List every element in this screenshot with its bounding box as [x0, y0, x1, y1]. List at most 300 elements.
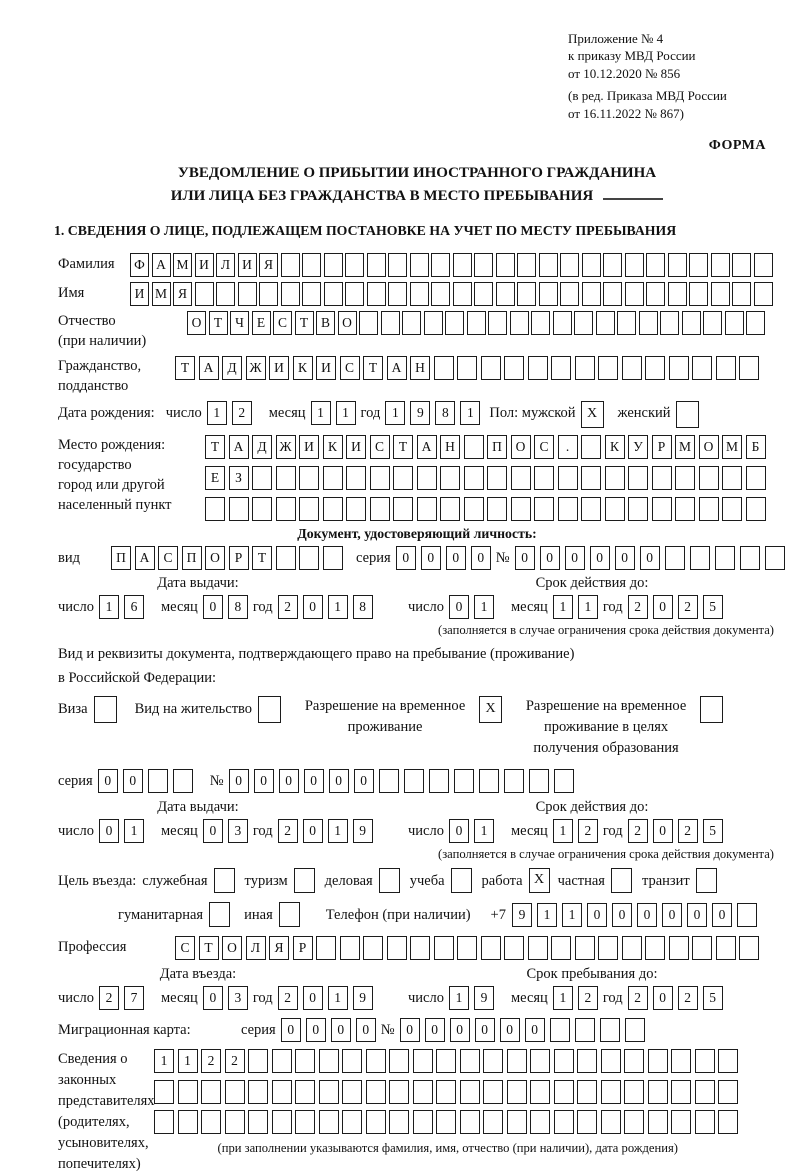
char-cell[interactable]: Д	[222, 356, 242, 380]
char-cell[interactable]	[718, 1080, 738, 1104]
char-cell[interactable]: У	[628, 435, 648, 459]
char-cell[interactable]: И	[299, 435, 319, 459]
char-cell[interactable]	[366, 1049, 386, 1073]
char-cell[interactable]	[624, 1049, 644, 1073]
char-cell[interactable]: П	[487, 435, 507, 459]
char-cell[interactable]: 0	[446, 546, 466, 570]
char-cell[interactable]: 0	[279, 769, 299, 793]
char-cell[interactable]	[366, 1110, 386, 1134]
char-cell[interactable]	[148, 769, 168, 793]
char-cell[interactable]	[388, 282, 407, 306]
char-cell[interactable]: О	[222, 936, 242, 960]
char-cell[interactable]	[575, 1018, 595, 1042]
char-cell[interactable]: А	[417, 435, 437, 459]
char-cell[interactable]: О	[338, 311, 357, 335]
char-cell[interactable]: К	[605, 435, 625, 459]
char-cell[interactable]	[601, 1080, 621, 1104]
char-cell[interactable]: Я	[259, 253, 278, 277]
char-cell[interactable]: Т	[393, 435, 413, 459]
char-cell[interactable]: Т	[209, 311, 228, 335]
char-cell[interactable]: 0	[565, 546, 585, 570]
char-cell[interactable]	[716, 356, 736, 380]
char-cell[interactable]	[746, 466, 766, 490]
char-cell[interactable]	[722, 466, 742, 490]
char-cell[interactable]	[740, 546, 760, 570]
char-cell[interactable]	[295, 1110, 315, 1134]
char-cell[interactable]	[389, 1049, 409, 1073]
char-cell[interactable]: 0	[425, 1018, 445, 1042]
char-cell[interactable]	[671, 1080, 691, 1104]
char-cell[interactable]	[259, 282, 278, 306]
char-cell[interactable]	[295, 1080, 315, 1104]
char-cell[interactable]	[248, 1080, 268, 1104]
char-cell[interactable]	[281, 253, 300, 277]
char-cell[interactable]	[558, 497, 578, 521]
char-cell[interactable]: 8	[228, 595, 248, 619]
char-cell[interactable]	[436, 1049, 456, 1073]
char-cell[interactable]	[754, 282, 773, 306]
char-cell[interactable]	[272, 1110, 292, 1134]
char-cell[interactable]	[511, 497, 531, 521]
char-cell[interactable]: 1	[311, 401, 331, 425]
char-cell[interactable]	[530, 1080, 550, 1104]
char-cell[interactable]	[323, 497, 343, 521]
char-cell[interactable]: 0	[400, 1018, 420, 1042]
char-cell[interactable]	[366, 1080, 386, 1104]
char-cell[interactable]	[671, 1110, 691, 1134]
char-cell[interactable]	[252, 497, 272, 521]
char-cell[interactable]: 0	[687, 903, 707, 927]
char-cell[interactable]: 0	[303, 595, 323, 619]
char-cell[interactable]: 1	[474, 819, 494, 843]
char-cell[interactable]	[201, 1080, 221, 1104]
char-cell[interactable]: 0	[331, 1018, 351, 1042]
char-cell[interactable]: 0	[615, 546, 635, 570]
checkbox-purpose-private[interactable]	[611, 868, 632, 893]
char-cell[interactable]: С	[273, 311, 292, 335]
char-cell[interactable]	[765, 546, 785, 570]
char-cell[interactable]	[429, 769, 449, 793]
char-cell[interactable]	[440, 466, 460, 490]
char-cell[interactable]	[487, 497, 507, 521]
char-cell[interactable]	[603, 282, 622, 306]
char-cell[interactable]	[272, 1080, 292, 1104]
char-cell[interactable]: 1	[553, 819, 573, 843]
char-cell[interactable]: Я	[173, 282, 192, 306]
char-cell[interactable]	[581, 466, 601, 490]
char-cell[interactable]	[732, 253, 751, 277]
char-cell[interactable]	[504, 936, 524, 960]
char-cell[interactable]	[404, 769, 424, 793]
char-cell[interactable]	[577, 1049, 597, 1073]
char-cell[interactable]	[675, 497, 695, 521]
char-cell[interactable]	[229, 497, 249, 521]
char-cell[interactable]: 0	[540, 546, 560, 570]
char-cell[interactable]	[528, 936, 548, 960]
char-cell[interactable]: А	[152, 253, 171, 277]
char-cell[interactable]	[746, 497, 766, 521]
char-cell[interactable]	[431, 282, 450, 306]
char-cell[interactable]	[417, 466, 437, 490]
checkbox-residence-permit[interactable]	[258, 696, 281, 723]
char-cell[interactable]: М	[722, 435, 742, 459]
char-cell[interactable]: О	[699, 435, 719, 459]
char-cell[interactable]: Л	[246, 936, 266, 960]
char-cell[interactable]	[248, 1049, 268, 1073]
char-cell[interactable]: 0	[281, 1018, 301, 1042]
checkbox-male[interactable]: X	[581, 401, 604, 428]
char-cell[interactable]	[560, 253, 579, 277]
char-cell[interactable]: 1	[537, 903, 557, 927]
char-cell[interactable]	[510, 311, 529, 335]
char-cell[interactable]	[434, 936, 454, 960]
char-cell[interactable]	[272, 1049, 292, 1073]
char-cell[interactable]: 1	[328, 986, 348, 1010]
char-cell[interactable]	[370, 497, 390, 521]
char-cell[interactable]	[528, 356, 548, 380]
char-cell[interactable]	[725, 311, 744, 335]
char-cell[interactable]	[652, 466, 672, 490]
char-cell[interactable]	[504, 356, 524, 380]
char-cell[interactable]: И	[346, 435, 366, 459]
char-cell[interactable]	[554, 769, 574, 793]
char-cell[interactable]	[628, 466, 648, 490]
char-cell[interactable]	[695, 1080, 715, 1104]
char-cell[interactable]: 2	[628, 819, 648, 843]
char-cell[interactable]	[646, 253, 665, 277]
char-cell[interactable]	[299, 497, 319, 521]
char-cell[interactable]	[454, 769, 474, 793]
char-cell[interactable]	[682, 311, 701, 335]
char-cell[interactable]	[718, 1110, 738, 1134]
char-cell[interactable]	[575, 356, 595, 380]
char-cell[interactable]	[530, 1049, 550, 1073]
char-cell[interactable]	[622, 936, 642, 960]
char-cell[interactable]	[582, 282, 601, 306]
char-cell[interactable]: .	[558, 435, 578, 459]
char-cell[interactable]: 2	[578, 819, 598, 843]
char-cell[interactable]: 0	[303, 819, 323, 843]
char-cell[interactable]	[746, 311, 765, 335]
char-cell[interactable]: 0	[587, 903, 607, 927]
char-cell[interactable]	[671, 1049, 691, 1073]
char-cell[interactable]: 1	[449, 986, 469, 1010]
char-cell[interactable]	[324, 253, 343, 277]
char-cell[interactable]: 7	[124, 986, 144, 1010]
char-cell[interactable]	[487, 466, 507, 490]
char-cell[interactable]	[370, 466, 390, 490]
char-cell[interactable]	[668, 253, 687, 277]
char-cell[interactable]: 0	[653, 595, 673, 619]
char-cell[interactable]: 0	[254, 769, 274, 793]
char-cell[interactable]: 1	[385, 401, 405, 425]
char-cell[interactable]	[668, 282, 687, 306]
char-cell[interactable]	[716, 936, 736, 960]
char-cell[interactable]	[628, 497, 648, 521]
char-cell[interactable]	[324, 282, 343, 306]
char-cell[interactable]	[534, 466, 554, 490]
char-cell[interactable]	[551, 356, 571, 380]
char-cell[interactable]	[413, 1080, 433, 1104]
char-cell[interactable]	[460, 1049, 480, 1073]
char-cell[interactable]	[690, 546, 710, 570]
char-cell[interactable]	[648, 1110, 668, 1134]
char-cell[interactable]	[460, 1110, 480, 1134]
checkbox-purpose-commercial[interactable]	[379, 868, 400, 893]
char-cell[interactable]: 1	[460, 401, 480, 425]
char-cell[interactable]	[625, 253, 644, 277]
char-cell[interactable]: Л	[216, 253, 235, 277]
char-cell[interactable]	[605, 497, 625, 521]
char-cell[interactable]	[281, 282, 300, 306]
char-cell[interactable]: И	[269, 356, 289, 380]
char-cell[interactable]: 3	[228, 986, 248, 1010]
char-cell[interactable]	[598, 356, 618, 380]
char-cell[interactable]	[342, 1110, 362, 1134]
char-cell[interactable]	[388, 253, 407, 277]
char-cell[interactable]	[596, 311, 615, 335]
char-cell[interactable]	[345, 282, 364, 306]
char-cell[interactable]	[603, 253, 622, 277]
char-cell[interactable]	[483, 1049, 503, 1073]
char-cell[interactable]: 0	[303, 986, 323, 1010]
char-cell[interactable]	[342, 1049, 362, 1073]
char-cell[interactable]: 1	[578, 595, 598, 619]
char-cell[interactable]: Н	[440, 435, 460, 459]
char-cell[interactable]: С	[370, 435, 390, 459]
char-cell[interactable]	[550, 1018, 570, 1042]
char-cell[interactable]: 0	[98, 769, 118, 793]
char-cell[interactable]: 1	[124, 819, 144, 843]
char-cell[interactable]	[173, 769, 193, 793]
char-cell[interactable]: 0	[662, 903, 682, 927]
char-cell[interactable]: 9	[353, 819, 373, 843]
char-cell[interactable]: 2	[628, 595, 648, 619]
char-cell[interactable]: 0	[304, 769, 324, 793]
char-cell[interactable]: 0	[306, 1018, 326, 1042]
char-cell[interactable]	[574, 311, 593, 335]
checkbox-purpose-tourism[interactable]	[294, 868, 315, 893]
char-cell[interactable]: Р	[652, 435, 672, 459]
char-cell[interactable]	[464, 435, 484, 459]
char-cell[interactable]	[648, 1049, 668, 1073]
char-cell[interactable]	[483, 1110, 503, 1134]
char-cell[interactable]	[732, 282, 751, 306]
char-cell[interactable]: 2	[578, 986, 598, 1010]
char-cell[interactable]: 8	[435, 401, 455, 425]
char-cell[interactable]	[739, 936, 759, 960]
char-cell[interactable]	[389, 1110, 409, 1134]
char-cell[interactable]	[417, 497, 437, 521]
char-cell[interactable]	[346, 466, 366, 490]
char-cell[interactable]: 0	[396, 546, 416, 570]
checkbox-temp-residence[interactable]: X	[479, 696, 502, 723]
char-cell[interactable]: П	[182, 546, 202, 570]
char-cell[interactable]	[238, 282, 257, 306]
char-cell[interactable]: 0	[515, 546, 535, 570]
char-cell[interactable]	[413, 1110, 433, 1134]
char-cell[interactable]	[507, 1110, 527, 1134]
char-cell[interactable]: А	[199, 356, 219, 380]
char-cell[interactable]: Т	[199, 936, 219, 960]
char-cell[interactable]: 0	[449, 819, 469, 843]
char-cell[interactable]	[575, 936, 595, 960]
char-cell[interactable]	[319, 1080, 339, 1104]
char-cell[interactable]	[689, 282, 708, 306]
char-cell[interactable]	[299, 466, 319, 490]
char-cell[interactable]	[718, 1049, 738, 1073]
char-cell[interactable]: И	[195, 253, 214, 277]
char-cell[interactable]: Ж	[246, 356, 266, 380]
char-cell[interactable]	[323, 546, 343, 570]
char-cell[interactable]: 0	[203, 595, 223, 619]
char-cell[interactable]	[225, 1110, 245, 1134]
char-cell[interactable]	[496, 282, 515, 306]
char-cell[interactable]	[363, 936, 383, 960]
char-cell[interactable]: 2	[678, 819, 698, 843]
char-cell[interactable]	[560, 282, 579, 306]
char-cell[interactable]: 9	[474, 986, 494, 1010]
char-cell[interactable]: Т	[252, 546, 272, 570]
char-cell[interactable]	[481, 936, 501, 960]
char-cell[interactable]	[699, 497, 719, 521]
char-cell[interactable]: З	[229, 466, 249, 490]
char-cell[interactable]: 0	[203, 986, 223, 1010]
char-cell[interactable]	[531, 311, 550, 335]
char-cell[interactable]	[622, 356, 642, 380]
char-cell[interactable]	[488, 311, 507, 335]
char-cell[interactable]: 1	[178, 1049, 198, 1073]
char-cell[interactable]	[689, 253, 708, 277]
checkbox-female[interactable]	[676, 401, 699, 428]
char-cell[interactable]: 2	[278, 819, 298, 843]
char-cell[interactable]: 9	[512, 903, 532, 927]
char-cell[interactable]	[342, 1080, 362, 1104]
char-cell[interactable]	[639, 311, 658, 335]
char-cell[interactable]	[534, 497, 554, 521]
char-cell[interactable]	[453, 282, 472, 306]
char-cell[interactable]: 0	[612, 903, 632, 927]
char-cell[interactable]	[507, 1080, 527, 1104]
char-cell[interactable]	[648, 1080, 668, 1104]
char-cell[interactable]	[440, 497, 460, 521]
char-cell[interactable]: М	[675, 435, 695, 459]
char-cell[interactable]	[754, 253, 773, 277]
char-cell[interactable]	[367, 282, 386, 306]
char-cell[interactable]	[319, 1110, 339, 1134]
char-cell[interactable]: Т	[363, 356, 383, 380]
char-cell[interactable]: Т	[205, 435, 225, 459]
char-cell[interactable]	[252, 466, 272, 490]
char-cell[interactable]: О	[511, 435, 531, 459]
char-cell[interactable]	[457, 936, 477, 960]
char-cell[interactable]: 2	[678, 595, 698, 619]
char-cell[interactable]	[481, 356, 501, 380]
char-cell[interactable]: Н	[410, 356, 430, 380]
char-cell[interactable]	[529, 769, 549, 793]
checkbox-visa[interactable]	[94, 696, 117, 723]
char-cell[interactable]	[436, 1110, 456, 1134]
char-cell[interactable]	[323, 466, 343, 490]
char-cell[interactable]	[554, 1049, 574, 1073]
char-cell[interactable]: Е	[252, 311, 271, 335]
char-cell[interactable]	[379, 769, 399, 793]
char-cell[interactable]: О	[205, 546, 225, 570]
char-cell[interactable]: С	[340, 356, 360, 380]
char-cell[interactable]	[715, 546, 735, 570]
char-cell[interactable]: 0	[203, 819, 223, 843]
char-cell[interactable]	[553, 311, 572, 335]
char-cell[interactable]: 0	[525, 1018, 545, 1042]
char-cell[interactable]	[389, 1080, 409, 1104]
char-cell[interactable]	[554, 1080, 574, 1104]
char-cell[interactable]: А	[387, 356, 407, 380]
char-cell[interactable]	[711, 282, 730, 306]
char-cell[interactable]	[295, 1049, 315, 1073]
char-cell[interactable]: 3	[228, 819, 248, 843]
char-cell[interactable]: 0	[229, 769, 249, 793]
char-cell[interactable]	[402, 311, 421, 335]
char-cell[interactable]: Т	[175, 356, 195, 380]
char-cell[interactable]	[345, 253, 364, 277]
char-cell[interactable]	[276, 497, 296, 521]
char-cell[interactable]	[299, 546, 319, 570]
char-cell[interactable]	[483, 1080, 503, 1104]
char-cell[interactable]	[507, 1049, 527, 1073]
char-cell[interactable]	[601, 1110, 621, 1134]
char-cell[interactable]	[601, 1049, 621, 1073]
char-cell[interactable]	[319, 1049, 339, 1073]
char-cell[interactable]	[624, 1080, 644, 1104]
char-cell[interactable]: 1	[336, 401, 356, 425]
char-cell[interactable]	[625, 282, 644, 306]
char-cell[interactable]	[605, 466, 625, 490]
char-cell[interactable]	[739, 356, 759, 380]
char-cell[interactable]: 1	[207, 401, 227, 425]
char-cell[interactable]	[464, 466, 484, 490]
char-cell[interactable]	[340, 936, 360, 960]
char-cell[interactable]: И	[130, 282, 149, 306]
char-cell[interactable]: 0	[329, 769, 349, 793]
char-cell[interactable]: С	[175, 936, 195, 960]
char-cell[interactable]	[645, 356, 665, 380]
char-cell[interactable]: 1	[328, 819, 348, 843]
char-cell[interactable]: 0	[637, 903, 657, 927]
char-cell[interactable]: С	[158, 546, 178, 570]
char-cell[interactable]	[276, 546, 296, 570]
char-cell[interactable]	[517, 282, 536, 306]
char-cell[interactable]	[722, 497, 742, 521]
char-cell[interactable]: А	[229, 435, 249, 459]
char-cell[interactable]: И	[238, 253, 257, 277]
char-cell[interactable]	[381, 311, 400, 335]
char-cell[interactable]	[393, 466, 413, 490]
char-cell[interactable]: 0	[450, 1018, 470, 1042]
char-cell[interactable]	[660, 311, 679, 335]
char-cell[interactable]	[216, 282, 235, 306]
char-cell[interactable]	[695, 1049, 715, 1073]
checkbox-purpose-business[interactable]	[214, 868, 235, 893]
char-cell[interactable]	[600, 1018, 620, 1042]
char-cell[interactable]	[460, 1080, 480, 1104]
char-cell[interactable]	[387, 936, 407, 960]
char-cell[interactable]	[692, 356, 712, 380]
char-cell[interactable]	[393, 497, 413, 521]
char-cell[interactable]: 0	[471, 546, 491, 570]
char-cell[interactable]: 6	[124, 595, 144, 619]
char-cell[interactable]	[225, 1080, 245, 1104]
char-cell[interactable]: 1	[553, 595, 573, 619]
